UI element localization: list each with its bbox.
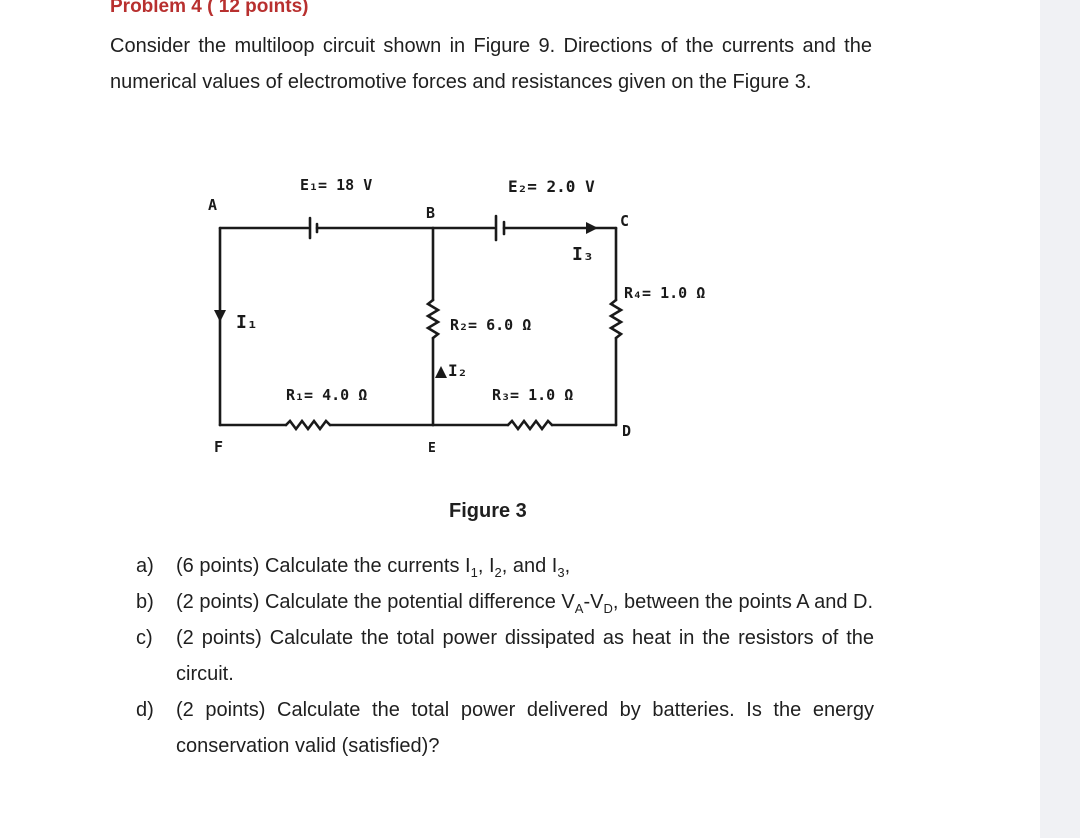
r3-label: R₃= 1.0 Ω bbox=[492, 386, 574, 404]
resistor-r3 bbox=[508, 421, 552, 429]
i3-arrow bbox=[586, 222, 598, 234]
question-list bbox=[136, 548, 874, 764]
emf1-label: E₁= 18 V bbox=[300, 176, 373, 194]
node-b-label: B bbox=[426, 204, 436, 222]
question-b bbox=[136, 584, 874, 620]
circuit-figure bbox=[200, 160, 800, 460]
resistor-r2 bbox=[428, 300, 438, 338]
question-text: (6 points) Calculate the currents $I_1$, $I_2$, and $I_3$, bbox=[176, 555, 571, 580]
question-c bbox=[136, 620, 874, 692]
resistor-r1 bbox=[286, 421, 330, 429]
i3-label: I₃ bbox=[572, 244, 594, 265]
emf2-label: E₂= 2.0 V bbox=[508, 177, 595, 196]
i1-arrow bbox=[214, 310, 226, 322]
page-margin-strip bbox=[1040, 0, 1080, 838]
r4-label: R₄= 1.0 Ω bbox=[624, 284, 706, 302]
question-letter: b) bbox=[136, 591, 154, 613]
question-a bbox=[136, 548, 874, 584]
i2-label: I₂ bbox=[448, 361, 468, 380]
node-d-label: D bbox=[622, 422, 632, 440]
node-f-label: F bbox=[214, 438, 224, 456]
node-a-label: A bbox=[208, 196, 218, 214]
question-text: (2 points) Calculate the total power delivered by batteries. Is the energy conservation valid (satisfied)? bbox=[176, 699, 874, 757]
question-text: (2 points) Calculate the total power dissipated as heat in the resistors of the circuit. bbox=[176, 627, 875, 685]
problem-heading: Problem 4 ( 12 points) bbox=[110, 0, 309, 17]
r1-label: R₁= 4.0 Ω bbox=[286, 386, 368, 404]
node-e-label: E bbox=[428, 441, 436, 456]
question-letter: a) bbox=[136, 555, 154, 577]
figure-caption: Figure 3 bbox=[449, 500, 527, 522]
r2-label: R₂= 6.0 Ω bbox=[450, 316, 532, 334]
question-text: (2 points) Calculate the potential difference $V_A-V_D$, between the points A and D. bbox=[176, 591, 874, 616]
i2-arrow bbox=[435, 366, 447, 378]
question-d bbox=[136, 692, 874, 764]
question-letter: d) bbox=[136, 699, 154, 721]
resistor-r4 bbox=[611, 300, 621, 338]
i1-label: I₁ bbox=[236, 312, 258, 333]
node-c-label: C bbox=[620, 212, 630, 230]
problem-intro: Consider the multiloop circuit shown in Figure 9. Directions of the currents and the numerical values of electromotive forces and resistances given on the Figure 3. bbox=[110, 35, 872, 93]
question-letter: c) bbox=[136, 627, 153, 649]
